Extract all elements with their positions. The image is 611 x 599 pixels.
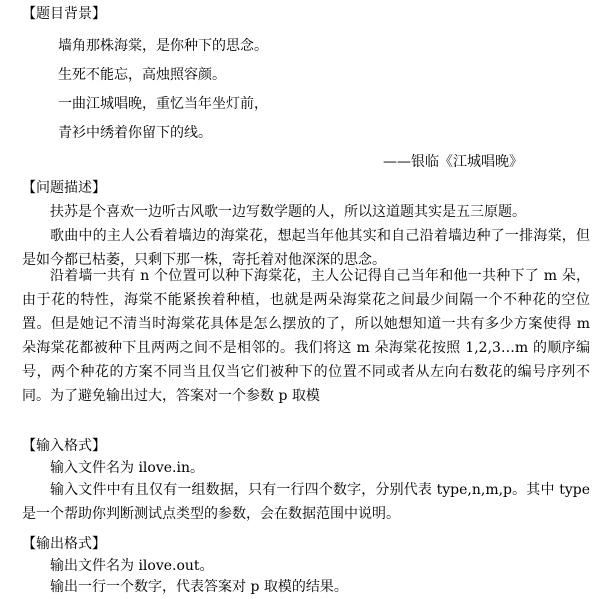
problem-paragraph-1: 扶苏是个喜欢一边听古风歌一边写数学题的人，所以这道题其实是五三原题。 <box>50 204 526 220</box>
input-heading: 【输入格式】 <box>22 438 106 454</box>
problem-paragraph-3: 沿着墙一共有 n 个位置可以种下海棠花，主人公记得自己当年和他一共种下了 m 朵，由于花的特性，海棠不能紧挨着种植，也就是两朵海棠花之间最少间隔一个不种花的空位置。但是她记不清当时海棠花具体是怎么摆放的了，所以她想知道一共有多少方案使得 m 朵海棠花都被种下且两两之间不是相邻的。我们将这 m 朵海棠花按照 1,2,3…m 的顺序编号，两个种花的方案不同当且仅当它们被种下的位置不同或者从左向右数花的编号序列不同。 <box>22 268 590 404</box>
poem-signature: ——银临《江城唱晚》 <box>383 154 523 170</box>
output-paragraph-1: 输出文件名为 ilove.out。 <box>50 558 214 574</box>
background-heading: 【题目背景】 <box>22 6 106 22</box>
poem-line-4: 青衫中绣着你留下的线。 <box>58 125 212 141</box>
problem-heading: 【问题描述】 <box>22 180 106 196</box>
poem-line-1: 墙角那株海棠，是你种下的思念。 <box>58 38 268 54</box>
input-paragraph-2: 输入文件中有且仅有一组数据，只有一行四个数字，分别代表 type,n,m,p。其中 type 是一个帮助你判断测试点类型的参数，会在数据范围中说明。 <box>22 482 590 522</box>
problem-paragraph-2: 歌曲中的主人公看着墙边的海棠花，想起当年他其实和自己沿着墙边种了一排海棠，但是如今都已枯萎，只剩下那一株，寄托着对他深深的思念。 <box>22 228 590 268</box>
output-heading: 【输出格式】 <box>22 536 106 552</box>
problem-paragraph-4: 为了避免输出过大，答案对一个参数 p 取模 <box>50 388 320 404</box>
input-paragraph-1: 输入文件名为 ilove.in。 <box>50 460 204 476</box>
poem-line-3: 一曲江城唱晚，重忆当年坐灯前， <box>58 96 268 112</box>
poem-line-2: 生死不能忘，高烛照容颜。 <box>58 67 226 83</box>
output-paragraph-2: 输出一行一个数字，代表答案对 p 取模的结果。 <box>50 579 348 595</box>
